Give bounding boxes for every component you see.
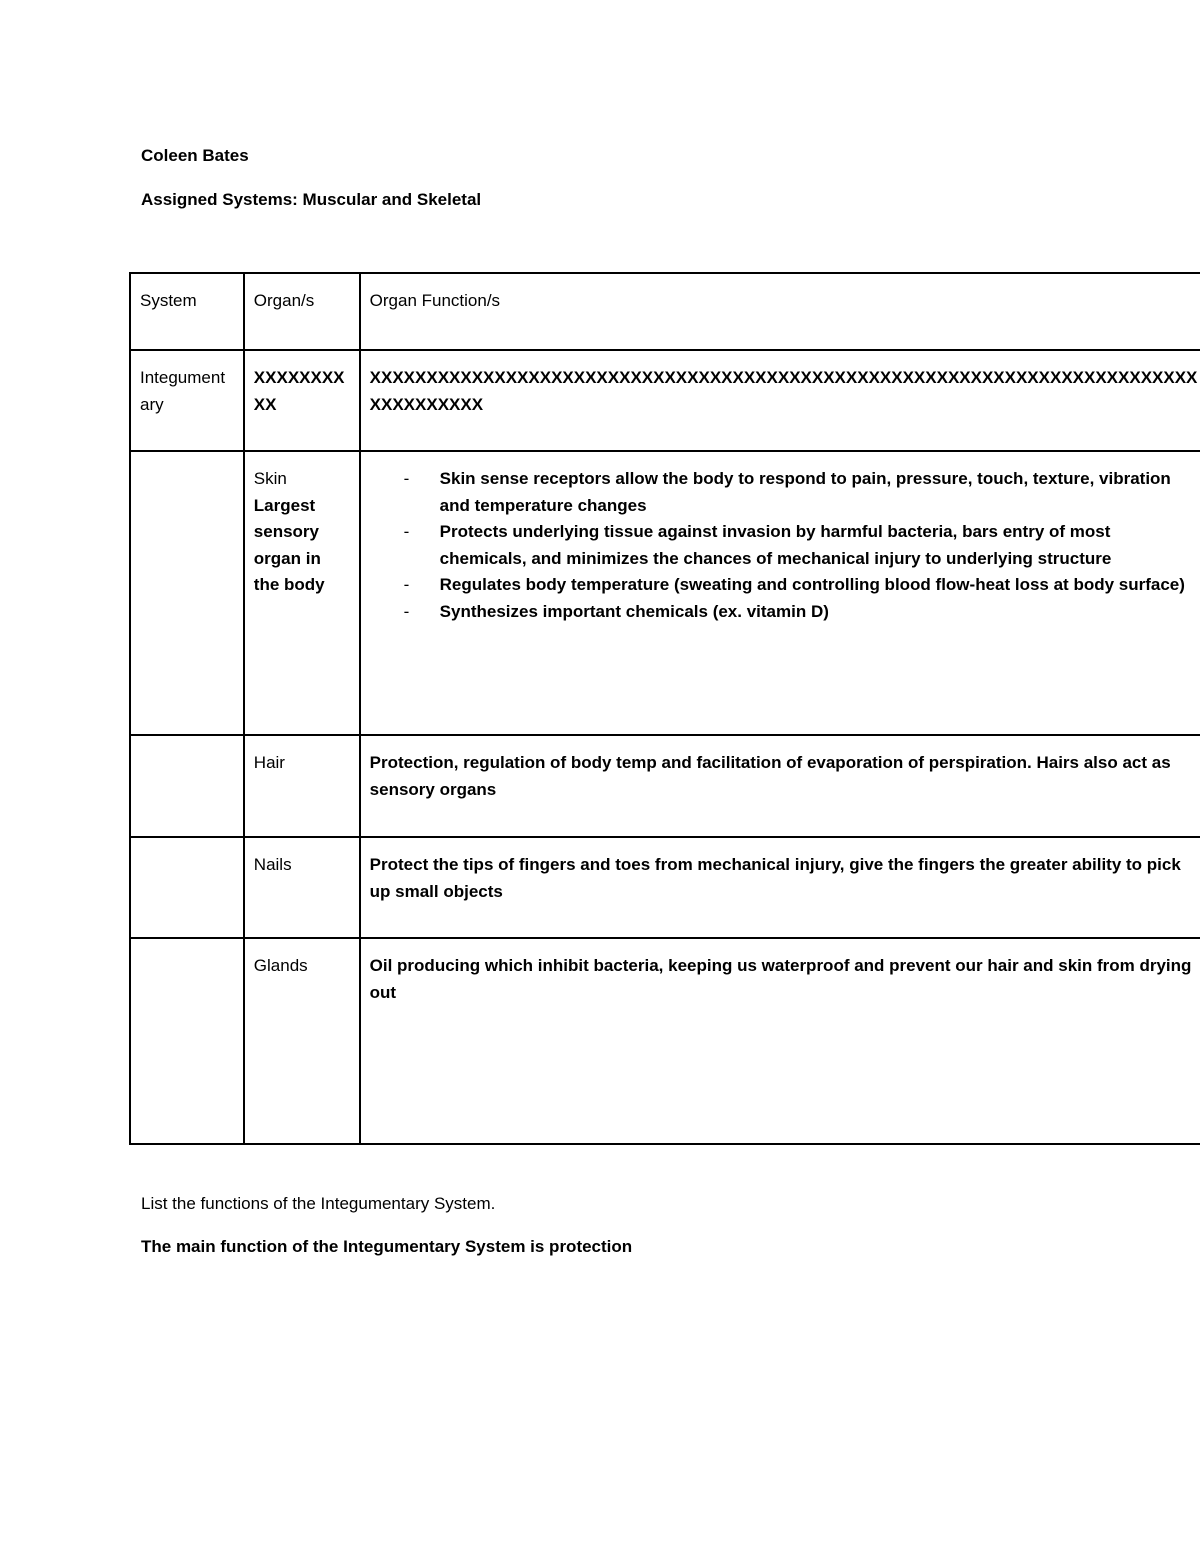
organ-cell-nails: Nails [244, 837, 360, 938]
table-row-integumentary [130, 350, 1200, 451]
list-item: - Regulates body temperature (sweating and controlling blood flow-heat loss at body surface) [370, 572, 1198, 599]
function-cell-skin [360, 451, 1200, 735]
system-cell: Integumentary [130, 350, 244, 451]
table-row-skin [130, 451, 1200, 735]
question-text: List the functions of the Integumentary System. [141, 1194, 496, 1213]
organ-cell-hair: Hair [244, 735, 360, 837]
table-row-glands [130, 938, 1200, 1144]
system-cell-empty [130, 735, 244, 837]
function-cell: XXXXXXXXXXXXXXXXXXXXXXXXXXXXXXXXXXXXXXXXXXXXXXXXXXXXXXXXXXXXXXXXXXXXXXXXXXXXXXXXXXX [360, 350, 1200, 451]
organ-cell: XXXXXXXXXX [244, 350, 360, 451]
organ-skin-label: Skin [253, 469, 287, 488]
organ-cell-glands: Glands [244, 938, 360, 1144]
list-item: - Skin sense receptors allow the body to respond to pain, pressure, touch, texture, vibration and temperature changes [370, 466, 1198, 519]
skin-function-list [370, 466, 1198, 625]
function-cell-nails: Protect the tips of fingers and toes from mechanical injury, give the fingers the greater ability to pick up small objects [360, 837, 1200, 938]
assigned-systems: Assigned Systems: Muscular and Skeletal [141, 190, 482, 209]
system-cell-empty [130, 451, 244, 735]
organ-table [129, 272, 1200, 1145]
table-header-row [130, 273, 1200, 350]
table-row-nails [130, 837, 1200, 938]
author-name: Coleen Bates [141, 146, 249, 165]
header-function: Organ Function/s [360, 273, 1200, 350]
table-row-hair [130, 735, 1200, 837]
function-cell-glands: Oil producing which inhibit bacteria, keeping us waterproof and prevent our hair and skin from drying out [360, 938, 1200, 1144]
organ-skin-note: Largest sensory organ in the body [253, 495, 325, 594]
list-item: - Synthesizes important chemicals (ex. vitamin D) [370, 599, 1198, 626]
system-cell-empty [130, 837, 244, 938]
organ-cell-skin [244, 451, 360, 735]
answer-text: The main function of the Integumentary System is protection [141, 1237, 633, 1256]
header-system: System [130, 273, 244, 350]
list-item: - Protects underlying tissue against invasion by harmful bacteria, bars entry of most chemicals, and minimizes the chances of mechanical injury to underlying structure [370, 519, 1198, 572]
header-organ: Organ/s [244, 273, 360, 350]
system-cell-empty [130, 938, 244, 1144]
function-cell-hair: Protection, regulation of body temp and facilitation of evaporation of perspiration. Hairs also act as sensory organs [360, 735, 1200, 837]
